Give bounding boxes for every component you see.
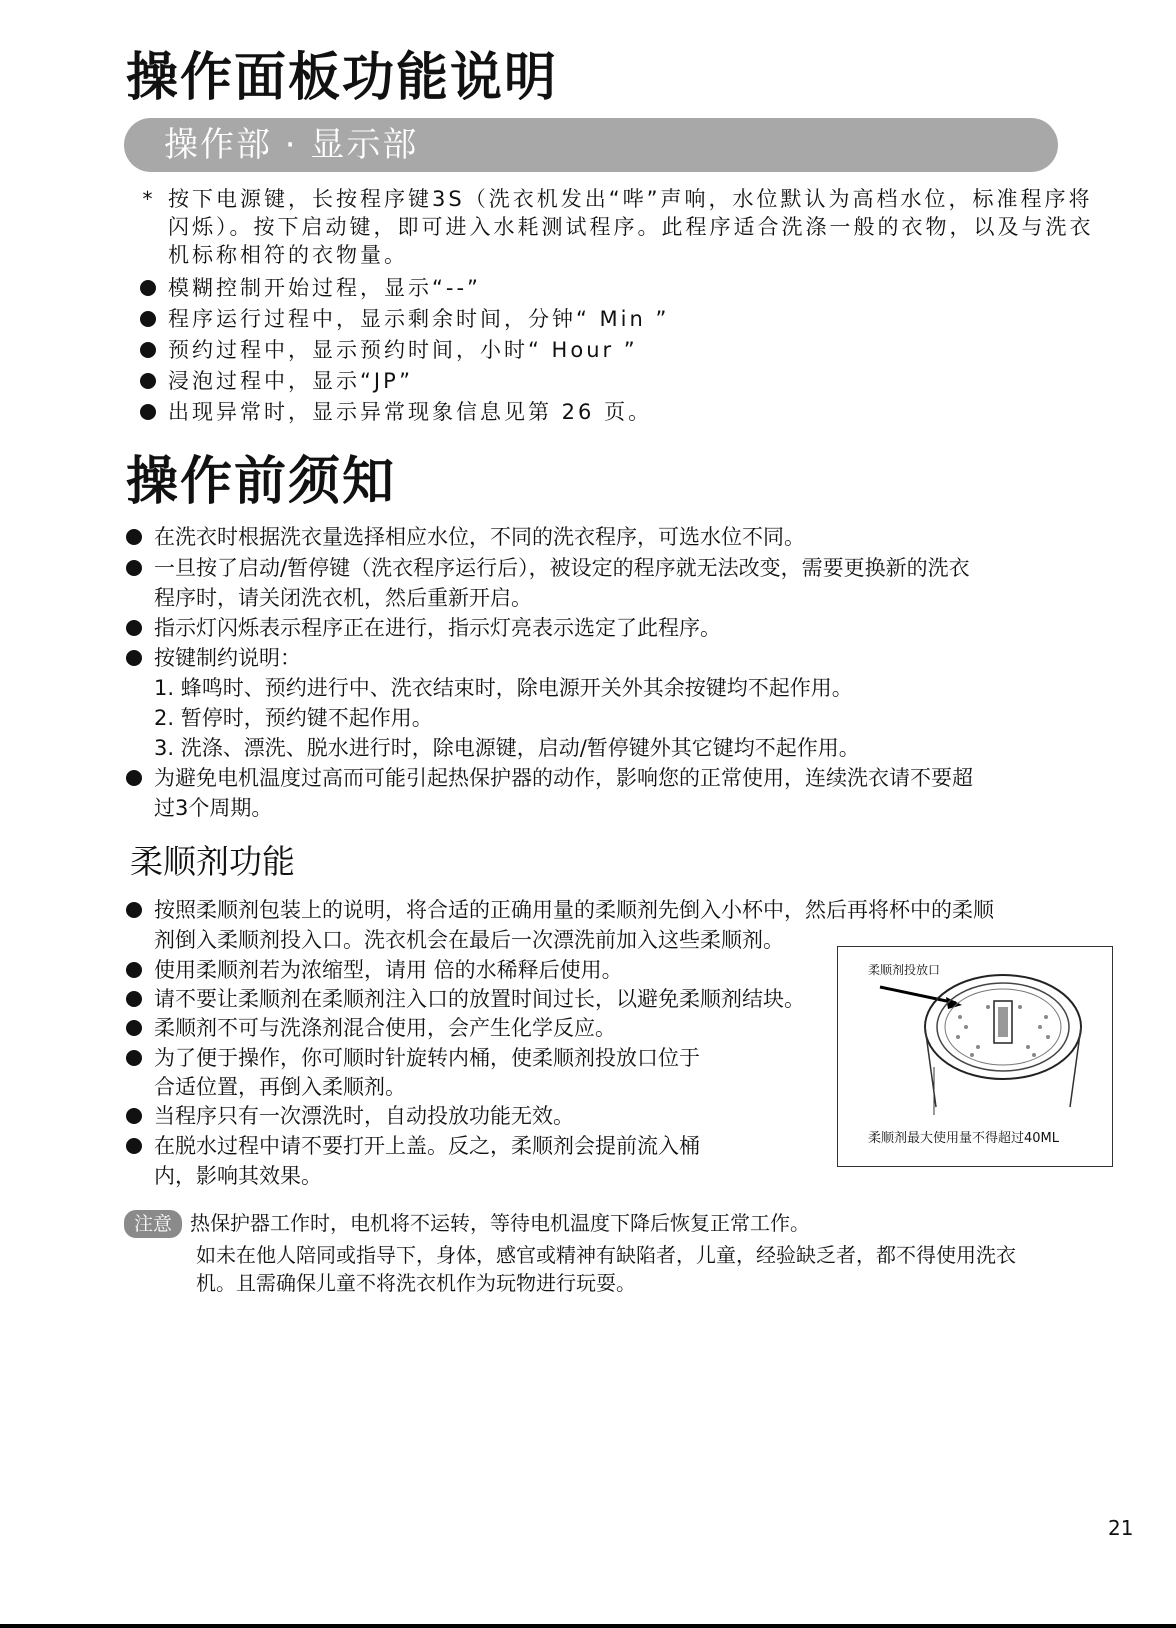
bullet-icon [140,404,156,420]
star-note-line-1: * 按下电源键，长按程序键3S（洗衣机发出“哔”声响，水位默认为高档水位，标准程序将 [140,184,1092,214]
softener-bullet: 使用柔顺剂若为浓缩型，请用 倍的水稀释后使用。 [126,955,623,985]
bullet-icon [126,770,142,786]
bullet-icon [140,311,156,327]
page-number: 21 [1108,1516,1134,1540]
bullet-icon [126,650,142,666]
bullet-icon [140,280,156,296]
bullet-icon [140,373,156,389]
softener-bullet-cont: 合适位置，再倒入柔顺剂。 [154,1075,406,1099]
numbered-item: 2. 暂停时，预约键不起作用。 [154,706,433,730]
softener-figure [837,946,1113,1167]
bullet-icon [126,962,142,978]
page-title: 操作面板功能说明 [126,48,559,108]
star-note-line-3: 机标称相符的衣物量。 [168,243,408,267]
softener-bullet: 在脱水过程中请不要打开上盖。反之，柔顺剂会提前流入桶 [126,1131,700,1161]
section-banner: 操作部 · 显示部 [124,118,1058,172]
notice-bullet: 按键制约说明： [126,643,301,673]
notice-bullet: 一旦按了启动/暂停键（洗衣程序运行后），被设定的程序就无法改变，需要更换新的洗衣 [126,553,970,583]
caution-badge: 注意 [124,1210,182,1238]
bullet-icon [126,1050,142,1066]
notice-bullet: 指示灯闪烁表示程序正在进行，指示灯亮表示选定了此程序。 [126,613,721,643]
softener-bullet: 当程序只有一次漂洗时，自动投放功能无效。 [126,1101,574,1131]
numbered-item: 3. 洗涤、漂洗、脱水进行时，除电源键，启动/暂停键外其它键均不起作用。 [154,736,860,760]
bullet-icon [126,1138,142,1154]
display-bullet: 出现异常时，显示异常现象信息见第 26 页。 [140,397,652,427]
figure-label-top: 柔顺剂投放口 [868,963,941,977]
bottom-rule [0,1624,1176,1628]
numbered-item: 1. 蜂鸣时、预约进行中、洗衣结束时，除电源开关外其余按键均不起作用。 [154,676,853,700]
bullet-icon [126,991,142,1007]
caution-line-2: 如未在他人陪同或指导下，身体，感官或精神有缺陷者，儿童，经验缺乏者，都不得使用洗衣 [196,1243,1016,1267]
softener-bullet: 请不要让柔顺剂在柔顺剂注入口的放置时间过长，以避免柔顺剂结块。 [126,984,805,1014]
section-title: 操作前须知 [126,452,397,512]
notice-bullet-cont: 程序时，请关闭洗衣机，然后重新开启。 [154,586,532,610]
display-bullet: 浸泡过程中，显示“JP” [140,366,413,396]
star-note-line-2: 闪烁）。按下启动键，即可进入水耗测试程序。此程序适合洗涤一般的衣物，以及与洗衣 [168,215,1094,239]
bullet-icon [126,1020,142,1036]
bullet-icon [126,902,142,918]
bullet-icon [140,342,156,358]
softener-bullet: 按照柔顺剂包装上的说明，将合适的正确用量的柔顺剂先倒入小杯中，然后再将杯中的柔顺 [126,895,994,925]
display-bullet: 模糊控制开始过程，显示“--” [140,273,481,303]
caution-line-1: 注意 热保护器工作时，电机将不运转，等待电机温度下降后恢复正常工作。 [124,1208,810,1238]
bullet-icon [126,529,142,545]
caution-line-3: 机。且需确保儿童不将洗衣机作为玩物进行玩耍。 [196,1271,636,1295]
notice-bullet-cont: 过3个周期。 [154,796,273,820]
asterisk-icon: * [142,187,156,211]
bullet-icon [126,560,142,576]
bullet-icon [126,1108,142,1124]
softener-bullet-cont: 剂倒入柔顺剂投入口。洗衣机会在最后一次漂洗前加入这些柔顺剂。 [154,928,784,952]
figure-label-bottom: 柔顺剂最大使用量不得超过40ML [868,1131,1060,1146]
notice-bullet: 在洗衣时根据洗衣量选择相应水位，不同的洗衣程序，可选水位不同。 [126,522,805,552]
notice-bullet: 为避免电机温度过高而可能引起热保护器的动作，影响您的正常使用，连续洗衣请不要超 [126,763,973,793]
bullet-icon [126,620,142,636]
display-bullet: 程序运行过程中，显示剩余时间，分钟“ Min ” [140,304,669,334]
softener-bullet-cont: 内，影响其效果。 [154,1164,322,1188]
subsection-title: 柔顺剂功能 [130,842,295,881]
softener-bullet: 柔顺剂不可与洗涤剂混合使用，会产生化学反应。 [126,1013,616,1043]
display-bullet: 预约过程中，显示预约时间，小时“ Hour ” [140,335,638,365]
softener-bullet: 为了便于操作，你可顺时针旋转内桶，使柔顺剂投放口位于 [126,1043,700,1073]
